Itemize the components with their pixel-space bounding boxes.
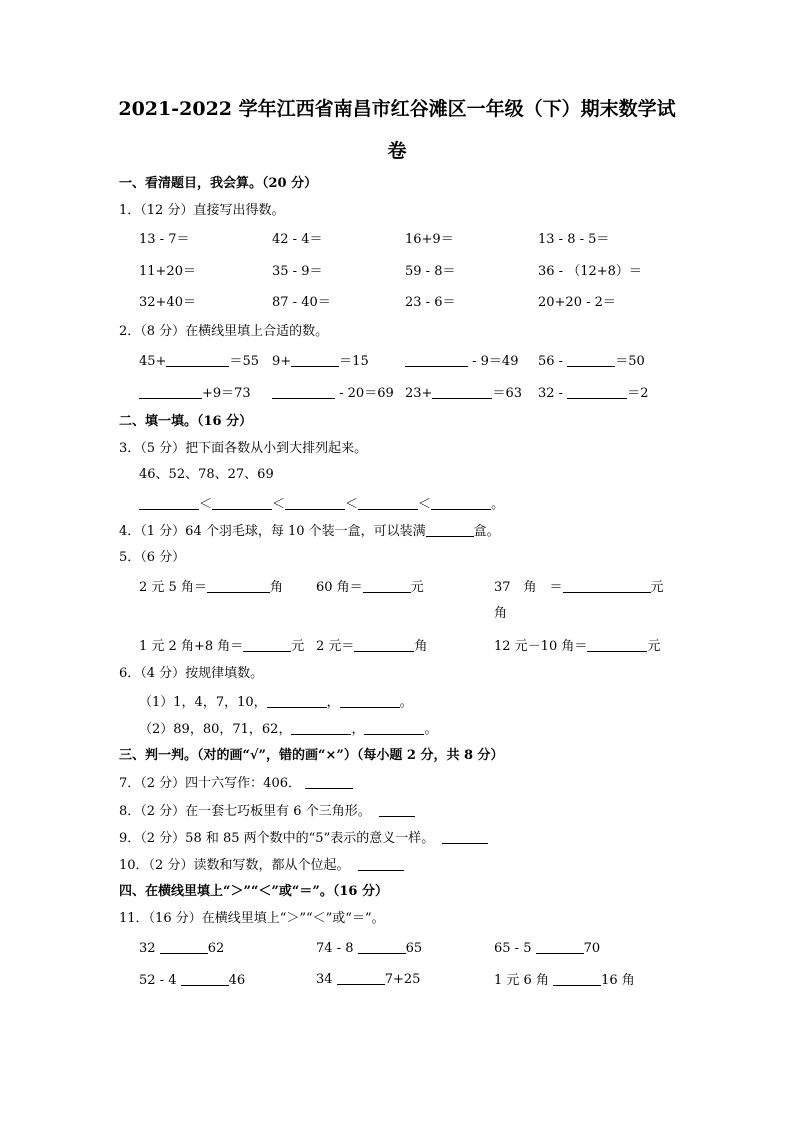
section-2-heading: 二、填一填。（16 分） bbox=[119, 414, 253, 429]
q1-item: 42 - 4＝ bbox=[272, 232, 323, 247]
answer-blank[interactable] bbox=[305, 775, 353, 789]
q3-numbers: 46、52、78、27、69 bbox=[139, 467, 274, 482]
q1-label: 1．（12 分）直接写出得数。 bbox=[119, 203, 285, 218]
q3-ordering: ＜ ＜ ＜ ＜ 。 bbox=[139, 496, 504, 513]
answer-blank[interactable] bbox=[405, 353, 468, 367]
q11-item: 34 7+25 bbox=[316, 972, 421, 987]
answer-blank[interactable] bbox=[354, 638, 414, 652]
title-line-2: 卷 bbox=[387, 140, 407, 162]
q7: 7．（2 分）四十六写作：406． bbox=[119, 775, 353, 792]
answer-blank[interactable] bbox=[567, 385, 627, 399]
q10: 10．（2 分）读数和写数，都从个位起。 bbox=[119, 857, 404, 874]
q1-item: 59 - 8＝ bbox=[405, 264, 456, 279]
q5-label: 5．（6 分） bbox=[119, 550, 186, 565]
q11-item: 32 62 bbox=[139, 941, 225, 956]
q11-item: 74 - 8 65 bbox=[316, 941, 423, 956]
q2-item: 23+ ＝63 bbox=[405, 386, 522, 401]
title-line-1: 2021-2022 学年江西省南昌市红谷滩区一年级（下）期末数学试 bbox=[118, 98, 676, 120]
q5-item: 12 元－10 角＝ 元 bbox=[494, 639, 661, 654]
q6-label: 6．（4 分）按规律填数。 bbox=[119, 666, 264, 681]
q1-item: 35 - 9＝ bbox=[272, 264, 323, 279]
q2-item: 9+ ＝15 bbox=[272, 354, 369, 369]
q2-item: - 9＝49 bbox=[405, 353, 518, 370]
section-4-heading: 四、在横线里填上“＞”“＜”或“＝”。（16 分） bbox=[119, 884, 388, 899]
answer-blank[interactable] bbox=[340, 694, 400, 708]
answer-blank[interactable] bbox=[285, 496, 345, 510]
answer-blank[interactable] bbox=[426, 523, 474, 537]
q2-item: 32 - ＝2 bbox=[538, 386, 649, 401]
answer-blank[interactable] bbox=[363, 579, 411, 593]
answer-blank[interactable] bbox=[160, 940, 208, 954]
answer-blank[interactable] bbox=[358, 496, 418, 510]
answer-blank[interactable] bbox=[536, 940, 584, 954]
answer-blank[interactable] bbox=[166, 353, 229, 367]
q8: 8．（2 分）在一套七巧板里有 6 个三角形。 bbox=[119, 803, 415, 820]
q5-item-wrap: 角 bbox=[494, 606, 508, 621]
q1-item: 87 - 40＝ bbox=[272, 295, 331, 310]
answer-blank[interactable] bbox=[243, 638, 291, 652]
q11-item: 1 元 6 角 16 角 bbox=[494, 973, 635, 988]
q1-item: 36 - （12+8）＝ bbox=[538, 264, 642, 279]
answer-blank[interactable] bbox=[442, 830, 488, 844]
q1-item: 13 - 8 - 5＝ bbox=[538, 232, 610, 247]
q1-item: 32+40＝ bbox=[139, 295, 196, 310]
q3-label: 3．（5 分）把下面各数从小到大排列起来。 bbox=[119, 441, 368, 456]
answer-blank[interactable] bbox=[358, 940, 406, 954]
answer-blank[interactable] bbox=[379, 803, 415, 817]
q11-label: 11．（16 分）在横线里填上“＞”“＜”或“＝”。 bbox=[119, 911, 385, 926]
q5-item: 60 角＝ 元 bbox=[316, 580, 424, 595]
answer-blank[interactable] bbox=[267, 694, 327, 708]
answer-blank[interactable] bbox=[139, 496, 199, 510]
q1-item: 20+20 - 2＝ bbox=[538, 295, 616, 310]
q4: 4．（1 分）64 个羽毛球，每 10 个装一盒，可以装满 盒。 bbox=[119, 524, 500, 539]
q6-row-2: （2）89，80，71，62， ， 。 bbox=[139, 722, 438, 737]
answer-blank[interactable] bbox=[358, 857, 404, 871]
q11-item: 65 - 5 70 bbox=[494, 941, 601, 956]
q1-item: 23 - 6＝ bbox=[405, 295, 456, 310]
q5-item: 2 元 5 角＝ 角 bbox=[139, 580, 283, 595]
section-3-heading: 三、判一判。（对的画“√”，错的画“×”）（每小题 2 分，共 8 分） bbox=[119, 748, 504, 763]
answer-blank[interactable] bbox=[587, 638, 647, 652]
section-1-heading: 一、看清题目，我会算。（20 分） bbox=[119, 176, 318, 191]
q9: 9．（2 分）58 和 85 两个数中的“5”表示的意义一样。 bbox=[119, 830, 488, 847]
answer-blank[interactable] bbox=[567, 353, 615, 367]
q5-item: 1 元 2 角+8 角＝ 元 bbox=[139, 639, 305, 654]
answer-blank[interactable] bbox=[364, 721, 424, 735]
answer-blank[interactable] bbox=[291, 721, 351, 735]
q2-item: 45+ ＝55 bbox=[139, 354, 259, 369]
answer-blank[interactable] bbox=[432, 385, 492, 399]
q6-row-1: （1）1，4，7，10， ， 。 bbox=[139, 695, 413, 710]
q2-item: +9＝73 bbox=[139, 385, 251, 402]
answer-blank[interactable] bbox=[563, 579, 651, 593]
answer-blank[interactable] bbox=[207, 579, 270, 593]
q2-label: 2．（8 分）在横线里填上合适的数。 bbox=[119, 324, 329, 339]
q2-item: 56 - ＝50 bbox=[538, 354, 645, 369]
q1-item: 13 - 7＝ bbox=[139, 232, 190, 247]
answer-blank[interactable] bbox=[553, 972, 601, 986]
answer-blank[interactable] bbox=[337, 971, 385, 985]
answer-blank[interactable] bbox=[181, 972, 229, 986]
q5-item: 37 角 ＝ 元 bbox=[494, 580, 664, 595]
q1-item: 16+9＝ bbox=[405, 232, 454, 247]
q5-item: 2 元＝ 角 bbox=[316, 639, 428, 654]
q11-item: 52 - 4 46 bbox=[139, 973, 246, 988]
answer-blank[interactable] bbox=[291, 353, 339, 367]
answer-blank[interactable] bbox=[139, 385, 202, 399]
answer-blank[interactable] bbox=[431, 496, 491, 510]
answer-blank[interactable] bbox=[272, 385, 335, 399]
answer-blank[interactable] bbox=[212, 496, 272, 510]
q1-item: 11+20＝ bbox=[139, 264, 196, 279]
q2-item: - 20＝69 bbox=[272, 385, 394, 402]
